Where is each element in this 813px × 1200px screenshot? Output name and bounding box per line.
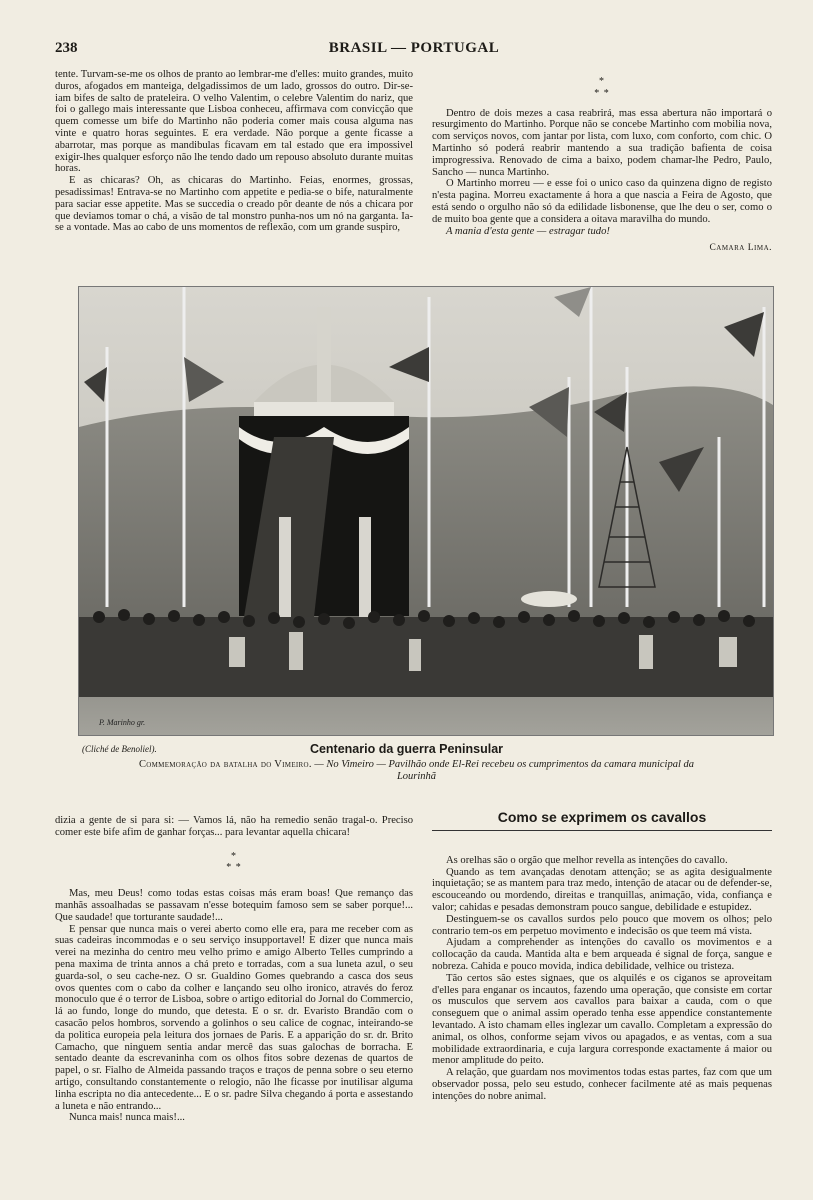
bottom-right-column xyxy=(432,808,772,1103)
paragraph: Destinguem-se os cavallos surdos pelo pouco que movem os olhos; pelo contrario tem-os em perpetuo movimento e indecisão os que teem má vista. xyxy=(432,913,772,937)
section-asterism: * * * xyxy=(594,76,610,99)
paragraph: dizia a gente de si para si: — Vamos lá, não ha remedio senão tragal-o. Preciso comer este bife afim de ganhar forças... para levantar aquella chicara! xyxy=(55,815,413,838)
photo-caption xyxy=(130,759,703,783)
paragraph: O Martinho morreu — e esse foi o unico caso da quinzena digno de registo n'esta pagina. Morreu exactamente á hora a que nascia a Feira de Agosto, que está sendo o orgulho não só da edilidade lisbonense, que lhe deu o ser, como o de muito boa gente que a considera a oitava maravilha do mundo. xyxy=(432,178,772,225)
paragraph: Tão certos são estes signaes, que os alquilés e os ciganos se aproveitam d'elles para enganar os incautos, fazendo uma operação, que consiste em cortar os musculos que servem aos cavallos para baixar a cauda, com o que conseguem que o animal assim operado tenha esse appendice constantemente levantado. A isto chamam elles inglezar um cavallo. Completam a expressão do animal, os olhos, conforme sejam vivos ou apagados, e as ventas, com a sua mobilidade extraordinaria, e cuja largura corresponde exactamente á maior ou menor amplitude do peito. xyxy=(432,972,772,1067)
caption-lead: Commemoração da batalha do Vimeiro. xyxy=(138,759,312,770)
paragraph: E as chicaras? Oh, as chicaras do Martinho. Feias, enormes, grossas, pesadissimas! Entrava-se no Martinho com appetite e pedia-se o bife, naturalmente para saciar esse appetite. Mas se succedia o creado pôr deante de nós a chicara por que deviamos tomar o chá, a visão de tal monstro punha-nos um nó na garganta. Ia-se a vontade. Mas ao cabo de uns momentos de reflexão, com um grande suspiro, xyxy=(55,175,413,234)
paragraph: As orelhas são o orgão que melhor revella as intenções do cavallo. xyxy=(446,854,728,866)
page-number: 238 xyxy=(55,40,78,56)
paragraph: A relação, que guardam nos movimentos todas estas partes, faz com que um observador possa, pelo seu estudo, conhecer facilmente até as mais pequenas intenções do nobre animal. xyxy=(432,1067,772,1102)
paragraph: Ajudam a comprehender as intenções do cavallo os movimentos e a collocação da cauda. Mantida alta e bem arqueada é signal de força, sangue e nobreza. Cahida e pouco movida, indica debilidade, velhice ou tristeza. xyxy=(432,937,772,972)
event-photograph xyxy=(78,286,774,736)
paragraph: Dentro de dois mezes a casa reabrirá, mas essa abertura não importará o resurgimento do Martinho. Porque não se concebe Martinho com mobilia nova, com serviços novos, com jantar por lista, com luxo, com conforto, com chic. O Martinho só poderá reabrir mantendo a sua tradição bafienta de coisa improgressiva. Renovado de cima a baixo, podem chamar-lhe Pedro, Paulo, Sancho — nunca Martinho. xyxy=(432,107,772,178)
top-left-column xyxy=(55,69,413,234)
paragraph: tente. Turvam-se-me os olhos de pranto ao lembrar-me d'elles: muito grandes, muito duros, afogados em manteiga, delgadissimos de um lado, grossos do outro. Dir-se-iam bifes de salto de prateleira. O velho Valentim, o celebre Valentim do nariz, que foi o gallego mais interessante que Lisboa conheceu, affirmava com convicção que quem comesse um bife do Martinho não poderia comer mais cousa alguma nas vinte e quatro horas seguintes. E era verdade. Não porque a gente ficasse a abarrotar, mas porque as mandibulas ficavam em tal estado que era impossivel exigir-lhes qualquer esforço não lhe tendo dado um repouso absoluto durante muitas horas. xyxy=(55,69,413,175)
paragraph: A mania d'esta gente — estragar tudo! xyxy=(446,225,610,237)
bottom-left-column xyxy=(55,815,413,1124)
photo-credit: (Cliché de Benoliel). xyxy=(82,744,157,754)
section-asterism: * * * xyxy=(226,850,242,874)
paragraph: Nunca mais! nunca mais!... xyxy=(69,1112,185,1124)
engraver-signature: P. Marinho gr. xyxy=(99,718,146,727)
page-header xyxy=(55,40,773,60)
running-title: BRASIL — PORTUGAL xyxy=(328,40,500,56)
title-rule xyxy=(432,830,772,831)
paragraph: Quando as tem avançadas denotam attenção; se as agita desigualmente inquietação; se as mantem para traz medo, intenção de atacar ou de defender-se, escouceando ou mordendo, direitas e tranquillas, animação, vida, confiança e valor; cahidas e pesadas demonstram pouco sangue, debilidade e estupidez. xyxy=(432,866,772,913)
paragraph: E pensar que nunca mais o verei aberto como elle era, para me receber com as suas cadeiras incommodas e o seu serviço insupportavel! E dizer que nunca mais verei na mezinha do centro meu velho primo e amigo Alberto Telles cumprindo a pena maxima de trinta annos a chá preto e torradas, com a sua luneta azul, o seu guarda-sol, o seu cache-nez. O sr. Gualdino Gomes quebrando a casca dos seus ovos quentes com o cabo da colher e lançando seu olho ironico, através do feroz monoculo que é o terror de Lisboa, sobre o artigo editorial do Jornal do Commercio, lá ao fundo, longe do mundo, que detesta. E o sr. dr. Evaristo Brandão com o casacão pelos hombros, sorvendo a golinhos o seu calice de cognac, inteirando-se da politica europeia pela leitura dos jornaes de Paris. E a apparição do sr. dr. Brito Camacho, que ninguem sentia andar mercê das suas galochas de borracha. E sentado deante da escrevaninha com os olhos fitos sobre dezenas de quartos de papel, o sr. Fialho de Almeida passando traços e traços de penna sobre o seu eterno artigo, consultando constantemente o relogio, não lhe ficasse por inutilisar alguma linha escripta no dia antecedente... E o sr. padre Silva chegando á porta e assestando a luneta e não entrando... xyxy=(55,923,413,1112)
paragraph: Mas, meu Deus! como todas estas coisas más eram boas! Que remanço das manhãs assoalhadas se passavam n'esse botequim famoso sem se saber porque!... Que saudade! que torturante saudade!... xyxy=(55,888,413,923)
caption-text: — No Vimeiro — Pavilhão onde El-Rei recebeu os cumprimentos da camara municipal da Lourinhã xyxy=(311,759,694,782)
photograph-illustration xyxy=(79,287,773,735)
top-right-column xyxy=(432,72,772,255)
author-signature: Camara Lima. xyxy=(709,243,772,254)
article-title: Como se exprimem os cavallos xyxy=(497,809,707,825)
photo-title: Centenario da guerra Peninsular xyxy=(309,742,504,756)
